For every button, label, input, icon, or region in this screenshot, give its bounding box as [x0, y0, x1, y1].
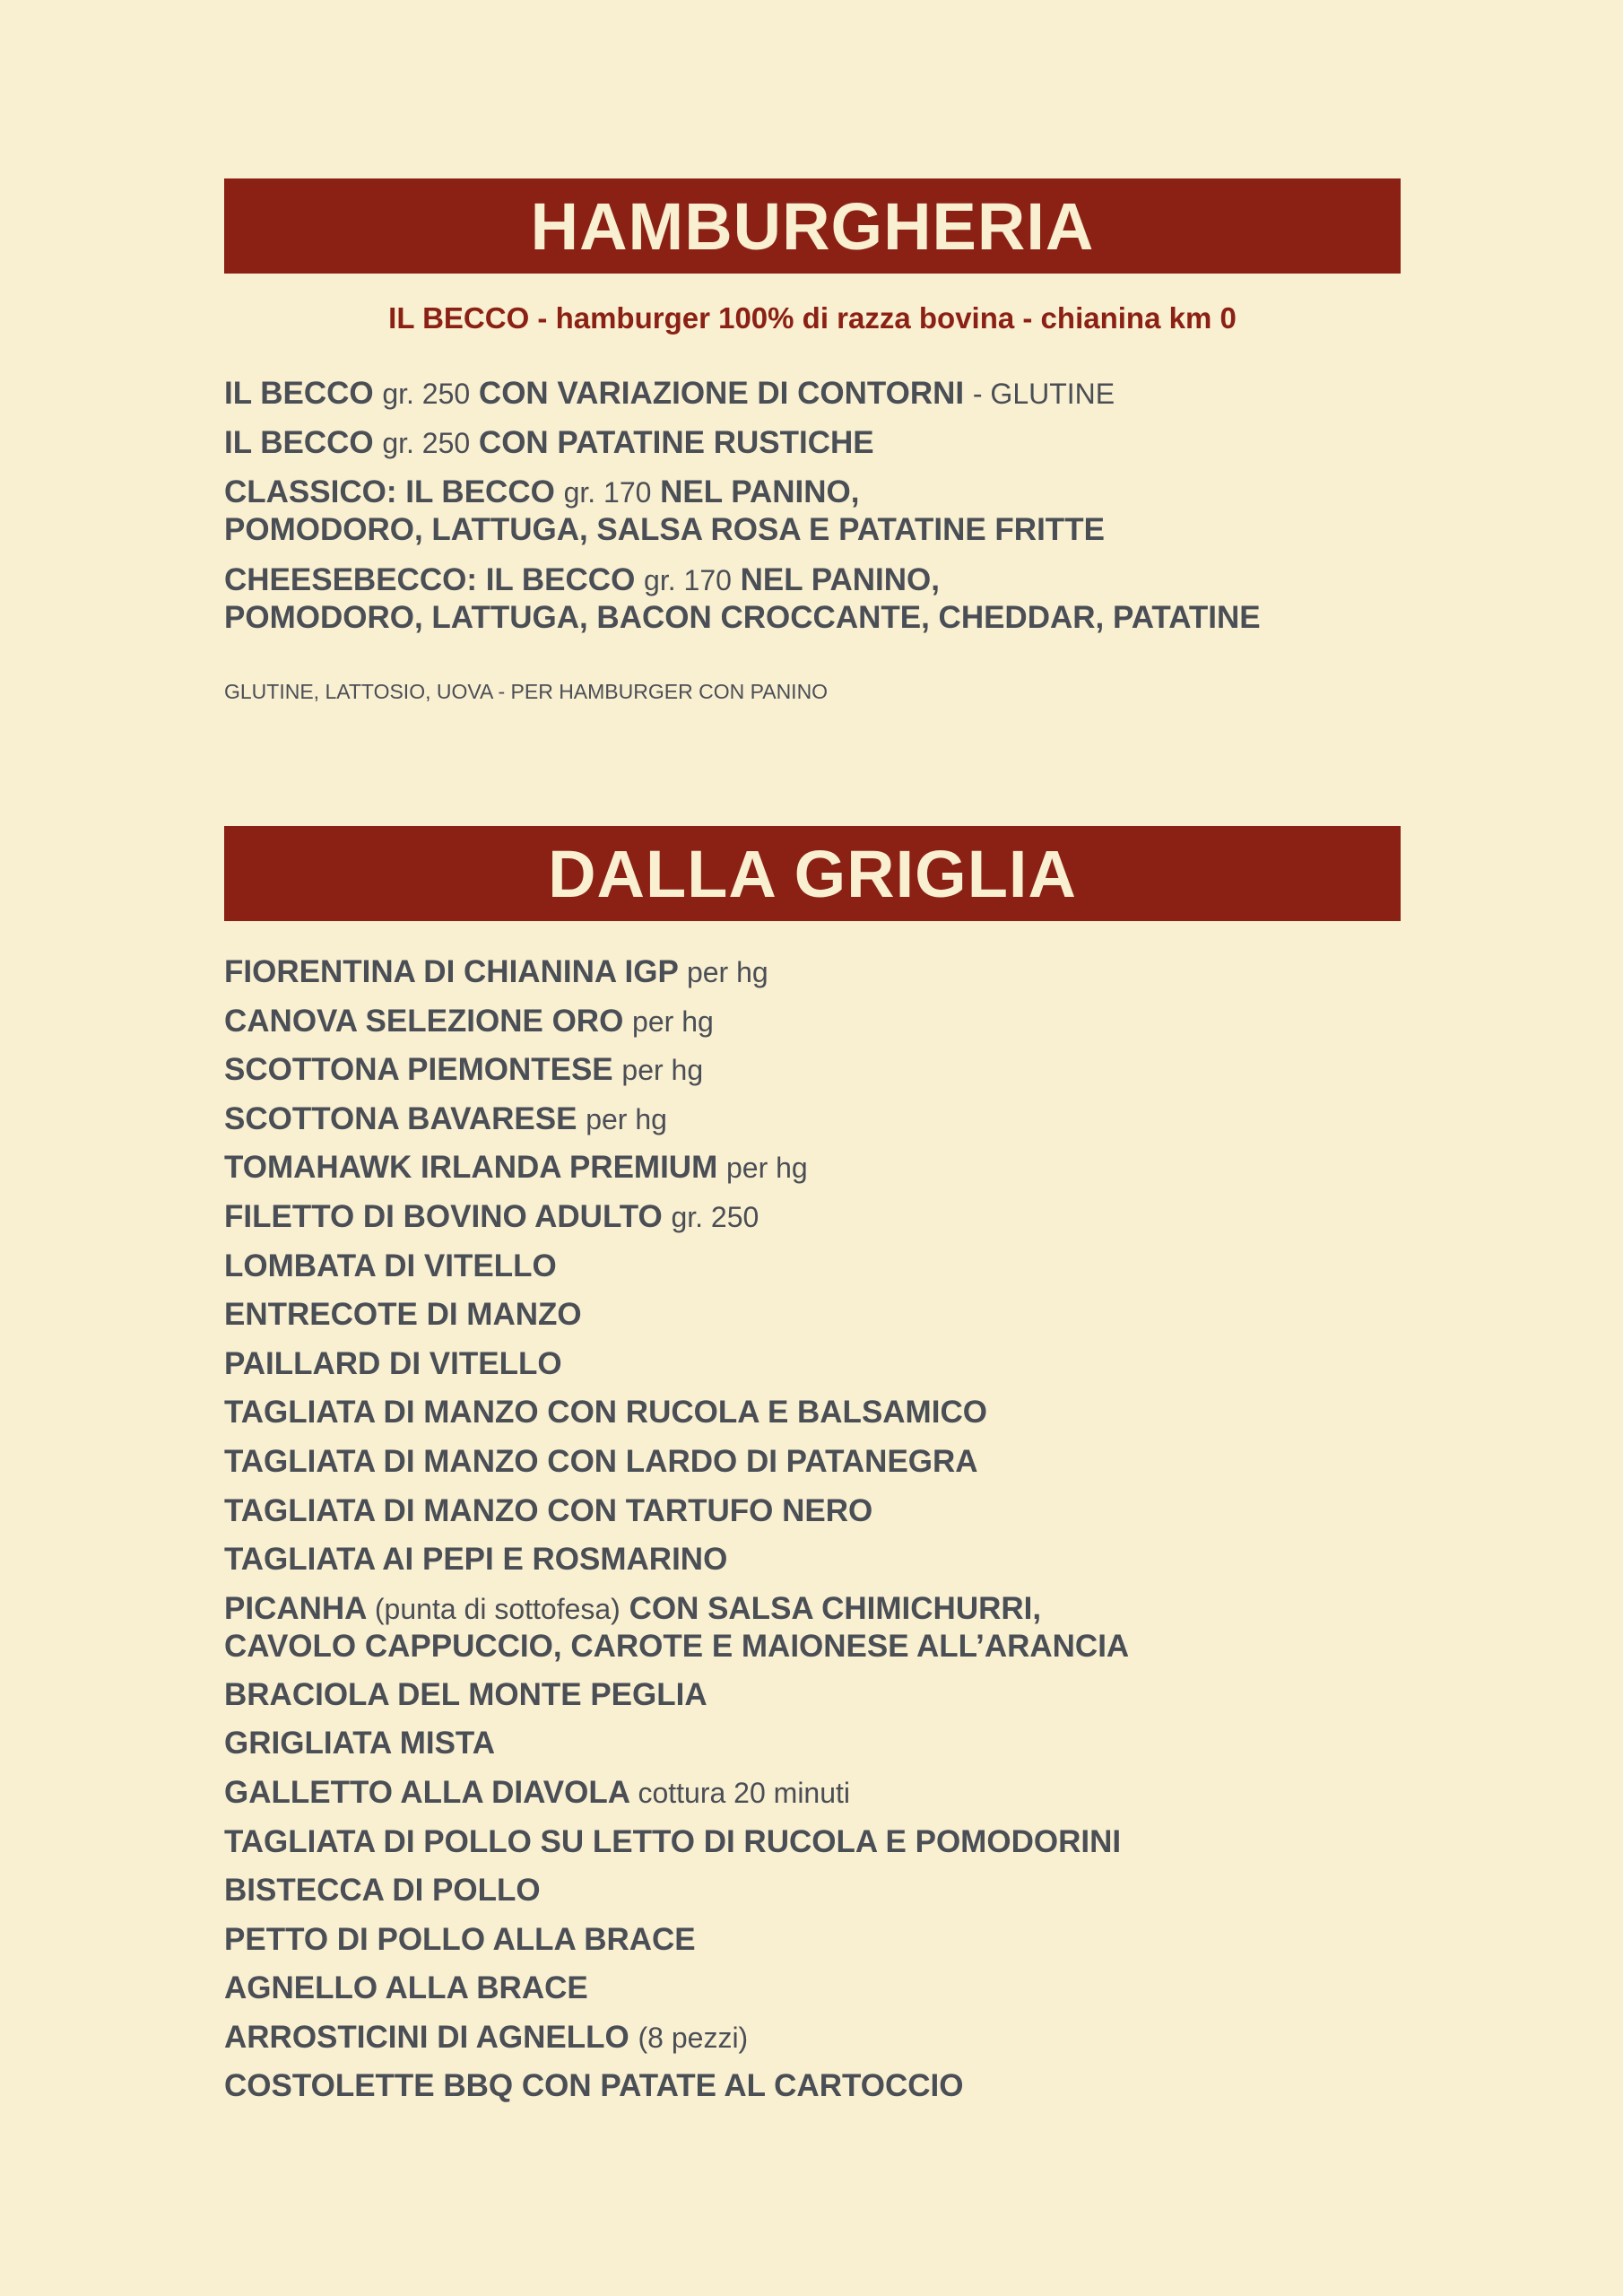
item-note: per hg	[725, 1152, 808, 1185]
hamburgheria-subtitle: IL BECCO - hamburger 100% di razza bovina - chianina km 0	[388, 301, 1237, 335]
item-name: PICANHA	[224, 1590, 367, 1626]
menu-item	[224, 1541, 1401, 1590]
item-detail-line2: POMODORO, LATTUGA, SALSA ROSA E PATATINE FRITTE	[224, 512, 1105, 547]
item-name: TAGLIATA DI MANZO CON TARTUFO NERO	[224, 1492, 873, 1528]
item-name: PAILLARD DI VITELLO	[224, 1345, 562, 1381]
item-name: CLASSICO: IL BECCO	[224, 474, 555, 509]
item-name: BISTECCA DI POLLO	[224, 1873, 541, 1909]
menu-item	[224, 1823, 1401, 1873]
item-note: per hg	[632, 1004, 714, 1038]
item-name: COSTOLETTE BBQ CON PATATE AL CARTOCCIO	[224, 2068, 964, 2104]
menu-item	[224, 1970, 1401, 2019]
item-detail: CON VARIAZIONE DI CONTORNI	[478, 376, 965, 411]
menu-item	[224, 1774, 1401, 1823]
menu-item	[224, 1492, 1401, 1542]
menu-item	[224, 1725, 1401, 1774]
item-name: BRACIOLA DEL MONTE PEGLIA	[224, 1676, 707, 1712]
item-detail: CON SALSA CHIMICHURRI,	[629, 1590, 1042, 1626]
item-note: cottura 20 minuti	[638, 1776, 851, 1809]
item-name: ARROSTICINI DI AGNELLO	[224, 2019, 629, 2055]
item-name: TOMAHAWK IRLANDA PREMIUM	[224, 1150, 718, 1186]
section-title-griglia: DALLA GRIGLIA	[224, 826, 1401, 921]
item-detail: CON PATATINE RUSTICHE	[478, 425, 874, 460]
item-name: FILETTO DI BOVINO ADULTO	[224, 1198, 663, 1234]
item-note: per hg	[621, 1054, 704, 1087]
item-name: TAGLIATA DI MANZO CON RUCOLA E BALSAMICO	[224, 1395, 987, 1431]
allergens-note: GLUTINE, LATTOSIO, UOVA - PER HAMBURGER CON PANINO	[224, 680, 829, 703]
item-name: GRIGLIATA MISTA	[224, 1726, 495, 1761]
item-detail-line2: CAVOLO CAPPUCCIO, CAROTE E MAIONESE ALL’ARANCIA	[224, 1628, 1130, 1664]
menu-item	[224, 1590, 1401, 1676]
menu-item	[224, 2019, 1401, 2068]
item-note: (8 pezzi)	[638, 2021, 749, 2054]
item-note: gr. 170	[563, 476, 652, 509]
menu-item	[224, 953, 1401, 1003]
section-title-hamburgheria: HAMBURGHERIA	[224, 178, 1401, 274]
griglia-list	[224, 953, 1401, 2117]
item-name: FIORENTINA DI CHIANINA IGP	[224, 954, 679, 989]
item-name: IL BECCO	[224, 425, 374, 460]
item-allergen: - GLUTINE	[972, 378, 1115, 410]
menu-item	[224, 561, 1401, 636]
item-name: SCOTTONA PIEMONTESE	[224, 1052, 613, 1088]
menu-item	[224, 1296, 1401, 1345]
item-note: per hg	[686, 956, 768, 988]
menu-item	[224, 375, 1401, 413]
menu-item	[224, 1394, 1401, 1443]
menu-item	[224, 1100, 1401, 1150]
item-name: PETTO DI POLLO ALLA BRACE	[224, 1921, 696, 1957]
menu-item	[224, 424, 1401, 462]
item-note: gr. 250	[382, 378, 471, 410]
item-note: per hg	[586, 1102, 667, 1135]
menu-item	[224, 1872, 1401, 1921]
menu-item	[224, 1248, 1401, 1297]
item-detail: NEL PANINO,	[740, 562, 940, 597]
item-name: TAGLIATA DI POLLO SU LETTO DI RUCOLA E POMODORINI	[224, 1823, 1122, 1859]
item-name: GALLETTO ALLA DIAVOLA	[224, 1774, 629, 1810]
item-name: LOMBATA DI VITELLO	[224, 1248, 557, 1283]
menu-item	[224, 1676, 1401, 1726]
item-note: gr. 250	[382, 427, 471, 459]
item-name: IL BECCO	[224, 376, 374, 411]
item-name: AGNELLO ALLA BRACE	[224, 1970, 588, 2006]
item-name: SCOTTONA BAVARESE	[224, 1100, 577, 1136]
item-note: (punta di sottofesa)	[374, 1592, 621, 1625]
item-name: TAGLIATA DI MANZO CON LARDO DI PATANEGRA	[224, 1443, 978, 1479]
item-name: CANOVA SELEZIONE ORO	[224, 1003, 624, 1039]
item-note: gr. 170	[644, 564, 732, 596]
item-name: ENTRECOTE DI MANZO	[224, 1297, 582, 1333]
item-detail-line2: POMODORO, LATTUGA, BACON CROCCANTE, CHEDDAR, PATATINE	[224, 600, 1261, 635]
menu-item	[224, 1921, 1401, 1970]
item-name: TAGLIATA AI PEPI E ROSMARINO	[224, 1542, 728, 1578]
item-note: gr. 250	[671, 1200, 759, 1233]
menu-item	[224, 1443, 1401, 1492]
menu-item	[224, 1003, 1401, 1052]
hamburgheria-list	[224, 375, 1401, 649]
menu-item	[224, 1051, 1401, 1100]
menu-item	[224, 474, 1401, 548]
menu-item	[224, 1198, 1401, 1248]
item-detail: NEL PANINO,	[660, 474, 860, 509]
item-name: CHEESEBECCO: IL BECCO	[224, 562, 636, 597]
menu-item	[224, 2067, 1401, 2117]
menu-item	[224, 1149, 1401, 1198]
menu-item	[224, 1345, 1401, 1395]
